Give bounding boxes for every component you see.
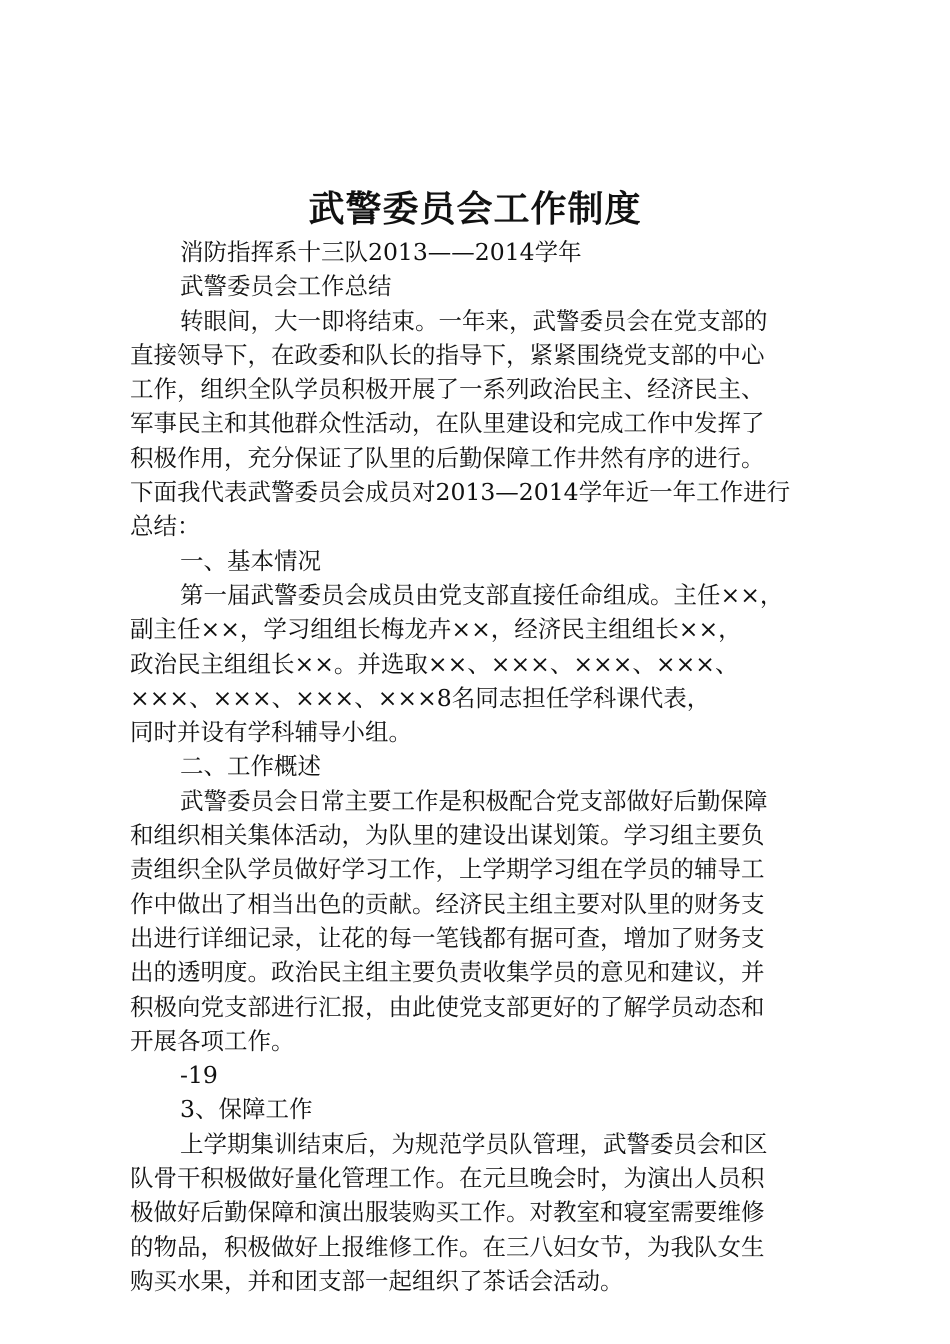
body-line: 政治民主组组长××。并选取××、×××、×××、×××、 xyxy=(130,649,739,678)
body-line: 军事民主和其他群众性活动，在队里建设和完成工作中发挥了 xyxy=(130,409,765,438)
body-line: 和组织相关集体活动，为队里的建设出谋划策。学习组主要负 xyxy=(130,821,765,850)
body-line: 二、工作概述 xyxy=(180,752,321,781)
body-line: -19 xyxy=(180,1061,218,1090)
body-line: 副主任××，学习组组长梅龙卉××，经济民主组组长××， xyxy=(130,615,742,644)
body-line: 工作，组织全队学员积极开展了一系列政治民主、经济民主、 xyxy=(130,375,765,404)
body-line: 直接领导下，在政委和队长的指导下，紧紧围绕党支部的中心 xyxy=(130,340,765,369)
body-line: ×××、×××、×××、×××8名同志担任学科课代表， xyxy=(130,683,711,712)
body-line: 总结： xyxy=(130,512,201,541)
body-line: 转眼间，大一即将结束。一年来，武警委员会在党支部的 xyxy=(180,306,768,335)
body-line: 一、基本情况 xyxy=(180,546,321,575)
body-line: 购买水果，并和团支部一起组织了茶话会活动。 xyxy=(130,1266,624,1295)
document-title: 武警委员会工作制度 xyxy=(308,188,642,230)
body-line: 极做好后勤保障和演出服装购买工作。对教室和寝室需要维修 xyxy=(130,1198,765,1227)
body-line: 消防指挥系十三队2013——2014学年 xyxy=(180,238,582,266)
body-line: 开展各项工作。 xyxy=(130,1026,295,1055)
body-line: 责组织全队学员做好学习工作，上学期学习组在学员的辅导工 xyxy=(130,855,765,884)
body-line: 积极作用，充分保证了队里的后勤保障工作井然有序的进行。 xyxy=(130,443,765,472)
body-line: 第一届武警委员会成员由党支部直接任命组成。主任××， xyxy=(180,580,784,609)
body-line: 武警委员会日常主要工作是积极配合党支部做好后勤保障 xyxy=(180,786,768,815)
body-line: 作中做出了相当出色的贡献。经济民主组主要对队里的财务支 xyxy=(130,889,765,918)
body-line: 出进行详细记录，让花的每一笔钱都有据可查，增加了财务支 xyxy=(130,923,765,952)
body-line: 上学期集训结束后，为规范学员队管理，武警委员会和区 xyxy=(180,1129,768,1158)
body-line: 下面我代表武警委员会成员对2013—2014学年近一年工作进行 xyxy=(130,478,791,507)
body-line: 积极向党支部进行汇报，由此使党支部更好的了解学员动态和 xyxy=(130,992,765,1021)
body-line: 武警委员会工作总结 xyxy=(180,272,392,301)
body-line: 队骨干积极做好量化管理工作。在元旦晚会时，为演出人员积 xyxy=(130,1164,765,1193)
body-line: 的物品，积极做好上报维修工作。在三八妇女节，为我队女生 xyxy=(130,1232,765,1261)
body-line: 出的透明度。政治民主组主要负责收集学员的意见和建议，并 xyxy=(130,958,765,987)
document-body xyxy=(130,235,842,1298)
body-line: 同时并设有学科辅导小组。 xyxy=(130,718,412,747)
body-line: 3、保障工作 xyxy=(180,1095,313,1124)
